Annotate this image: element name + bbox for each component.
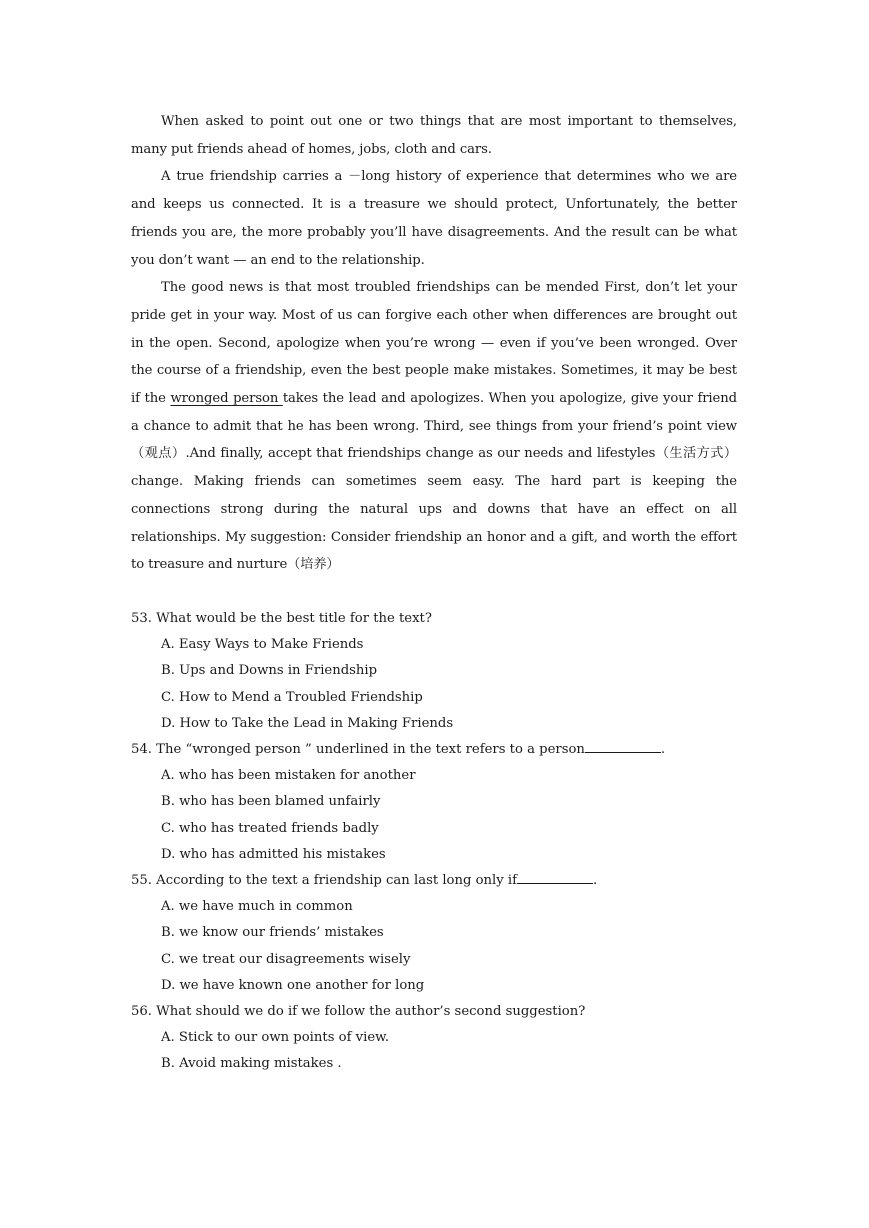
passage-paragraph-2: A true friendship carries a －long history of experience that determines who we are and keeps us connected. It is a treasure we should protect, Unfortunately, the better friends you are, the more probably you’ll have disagreements. And the result can be what you don’t want — an end to the relationship. [131, 169, 737, 268]
answer-option: A. we have much in common [161, 899, 353, 915]
passage-paragraph-3 [131, 274, 737, 579]
answer-option: B. we know our friends’ mistakes [161, 925, 384, 941]
question-55 [131, 868, 737, 999]
question-stem: 55. According to the text a friendship can last long only if [131, 872, 517, 888]
passage-paragraph-1: When asked to point out one or two things that are most important to themselves, many put friends ahead of homes, jobs, cloth and cars. [131, 114, 737, 157]
answer-option: A. who has been mistaken for another [161, 768, 416, 784]
question-stem-end: . [660, 741, 666, 757]
question-stem: 54. The “wronged person ” underlined in the text refers to a person [131, 741, 585, 757]
answer-option: A. Stick to our own points of view. [161, 1030, 390, 1046]
question-stem-line [131, 868, 737, 894]
answer-option: B. Avoid making mistakes . [161, 1056, 342, 1072]
answer-option: A. Easy Ways to Make Friends [161, 637, 364, 653]
question-stem-end: . [593, 872, 598, 888]
question-53 [131, 606, 737, 737]
answer-option: B. who has been blamed unfairly [161, 794, 381, 810]
answer-option: C. we treat our disagreements wisely [161, 951, 411, 967]
passage-paragraph-3-start: The good news is that most troubled friendships can be mended First, don’t let your pride get in your way. Most of us can forgive each other when differences are brought out in the open. Second, apologize when you’re wrong — even if you’ve been wronged. Over the course of a friendship, even the best people make mistakes. Sometimes, it may be best if the [131, 280, 737, 407]
underlined-phrase: wronged person [170, 391, 283, 407]
answer-option: C. How to Mend a Troubled Friendship [161, 689, 423, 705]
question-stem: 53. What would be the best title for the text? [131, 610, 432, 626]
answer-option: B. Ups and Downs in Friendship [161, 663, 378, 679]
answer-blank [585, 740, 661, 753]
answer-blank [517, 871, 593, 884]
reading-passage [131, 108, 737, 579]
question-stem-line [131, 737, 737, 763]
answer-option: D. who has admitted his mistakes [161, 846, 386, 862]
answer-option: D. How to Take the Lead in Making Friends [161, 715, 454, 731]
question-54 [131, 737, 737, 868]
passage-paragraph-3-end: takes the lead and apologizes. When you apologize, give your friend a chance to admit that he has been wrong. Third, see things from your friend’s point view（观点）.And finally, accept that friendships change as our needs and lifestyles（生活方式）change. Making friends can sometimes seem easy. The hard part is keeping the connections strong during the natural ups and downs that have an effect on all relationships. My suggestion: Consider friendship an honor and a gift, and worth the effort to treasure and nurture（培养） [131, 391, 737, 573]
question-stem: 56. What should we do if we follow the author’s second suggestion? [131, 1004, 586, 1019]
document-page [131, 108, 737, 1078]
answer-option: C. who has treated friends badly [161, 820, 379, 836]
question-56 [131, 999, 737, 1078]
answer-option: D. we have known one another for long [161, 977, 425, 993]
question-list [131, 606, 737, 1078]
